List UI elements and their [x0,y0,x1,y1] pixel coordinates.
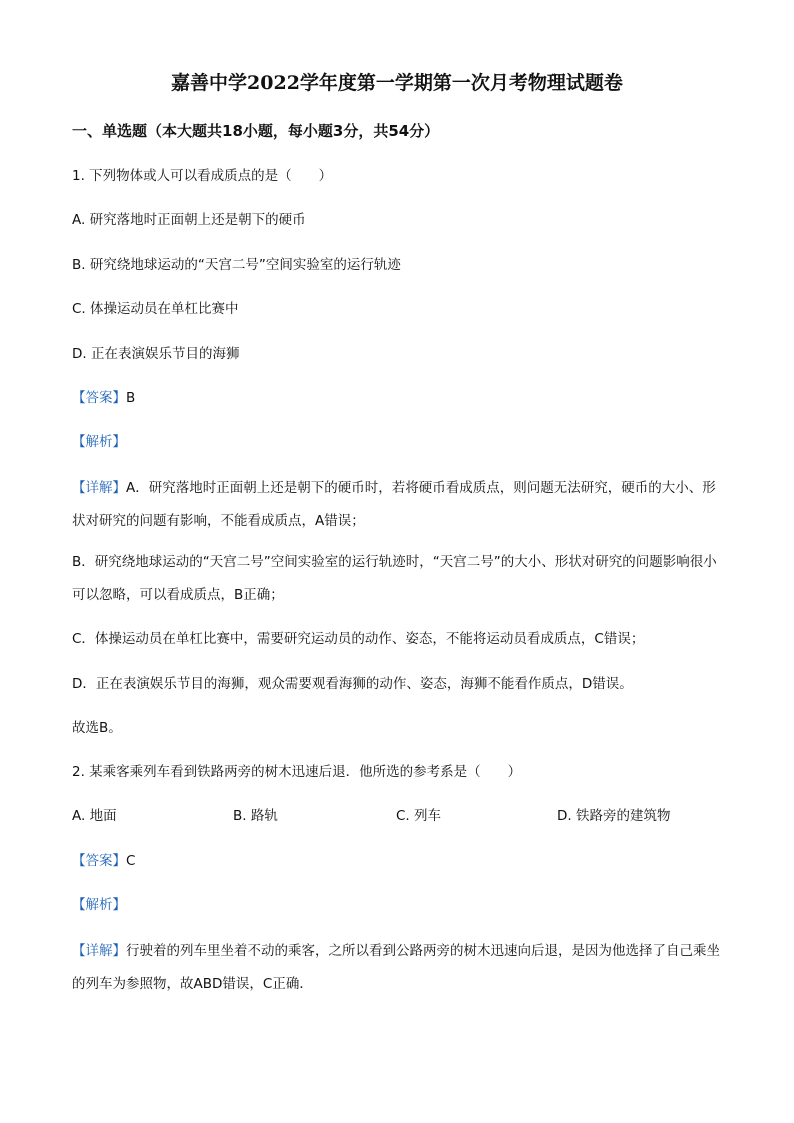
analysis-tag: 【解析】 [72,434,126,450]
question-1-option-a: A. 研究落地时正面朝上还是朝下的硬币 [72,212,306,228]
section-header: 一、单选题（本大题共18小题，每小题3分，共54分） [72,122,440,140]
question-2-analysis-tag [72,895,722,915]
detail-text-a: A．研究落地时正面朝上还是朝下的硬币时，若将硬币看成质点，则问题无法研究，硬币的大小、形状对研究的问题有影响，不能看成质点，A错误； [72,480,716,529]
question-2-option-a: A. 地面 [72,808,117,824]
question-1-detail-d: D．正在表演娱乐节目的海狮，观众需要观看海狮的动作、姿态，海狮不能看作质点，D错误。 [72,676,633,692]
answer-tag: 【答案】 [72,390,126,406]
question-1-detail-b: B．研究绕地球运动的“天宫二号”空间实验室的运行轨迹时，“天宫二号”的大小、形状对研究的问题影响很小可以忽略，可以看成质点，B正确； [72,554,717,603]
detail-tag: 【详解】 [72,943,126,959]
question-1-option-c: C. 体操运动员在单杠比赛中 [72,301,239,317]
analysis-tag: 【解析】 [72,897,126,913]
question-2-stem: 2. 某乘客乘列车看到铁路两旁的树木迅速后退．他所选的参考系是（ ） [72,764,522,780]
exam-title: 嘉善中学2022学年度第一学期第一次月考物理试题卷 [171,72,623,94]
question-1-answer [72,388,722,408]
question-1-option-d: D. 正在表演娱乐节目的海狮 [72,346,240,362]
question-2-detail [72,935,727,1001]
answer-tag: 【答案】 [72,853,126,869]
answer-value: B [126,390,136,406]
question-1-conclusion: 故选B。 [72,720,122,736]
question-2-answer [72,851,722,871]
detail-tag: 【详解】 [72,480,126,496]
question-2-option-d: D. 铁路旁的建筑物 [557,808,671,824]
question-2-option-b: B. 路轨 [233,808,278,824]
question-1-analysis-tag [72,432,722,452]
question-1-option-b: B. 研究绕地球运动的“天宫二号”空间实验室的运行轨迹 [72,257,401,273]
question-1-detail-c: C．体操运动员在单杠比赛中，需要研究运动员的动作、姿态，不能将运动员看成质点，C错误； [72,631,645,647]
detail-text: 行驶着的列车里坐着不动的乘客，之所以看到公路两旁的树木迅速向后退，是因为他选择了自己乘坐的列车为参照物，故ABD错误，C正确． [72,943,720,992]
question-1-stem: 1. 下列物体或人可以看成质点的是（ ） [72,168,333,184]
question-1-detail-a [72,472,727,538]
question-2-option-c: C. 列车 [396,808,442,824]
answer-value: C [126,853,136,869]
